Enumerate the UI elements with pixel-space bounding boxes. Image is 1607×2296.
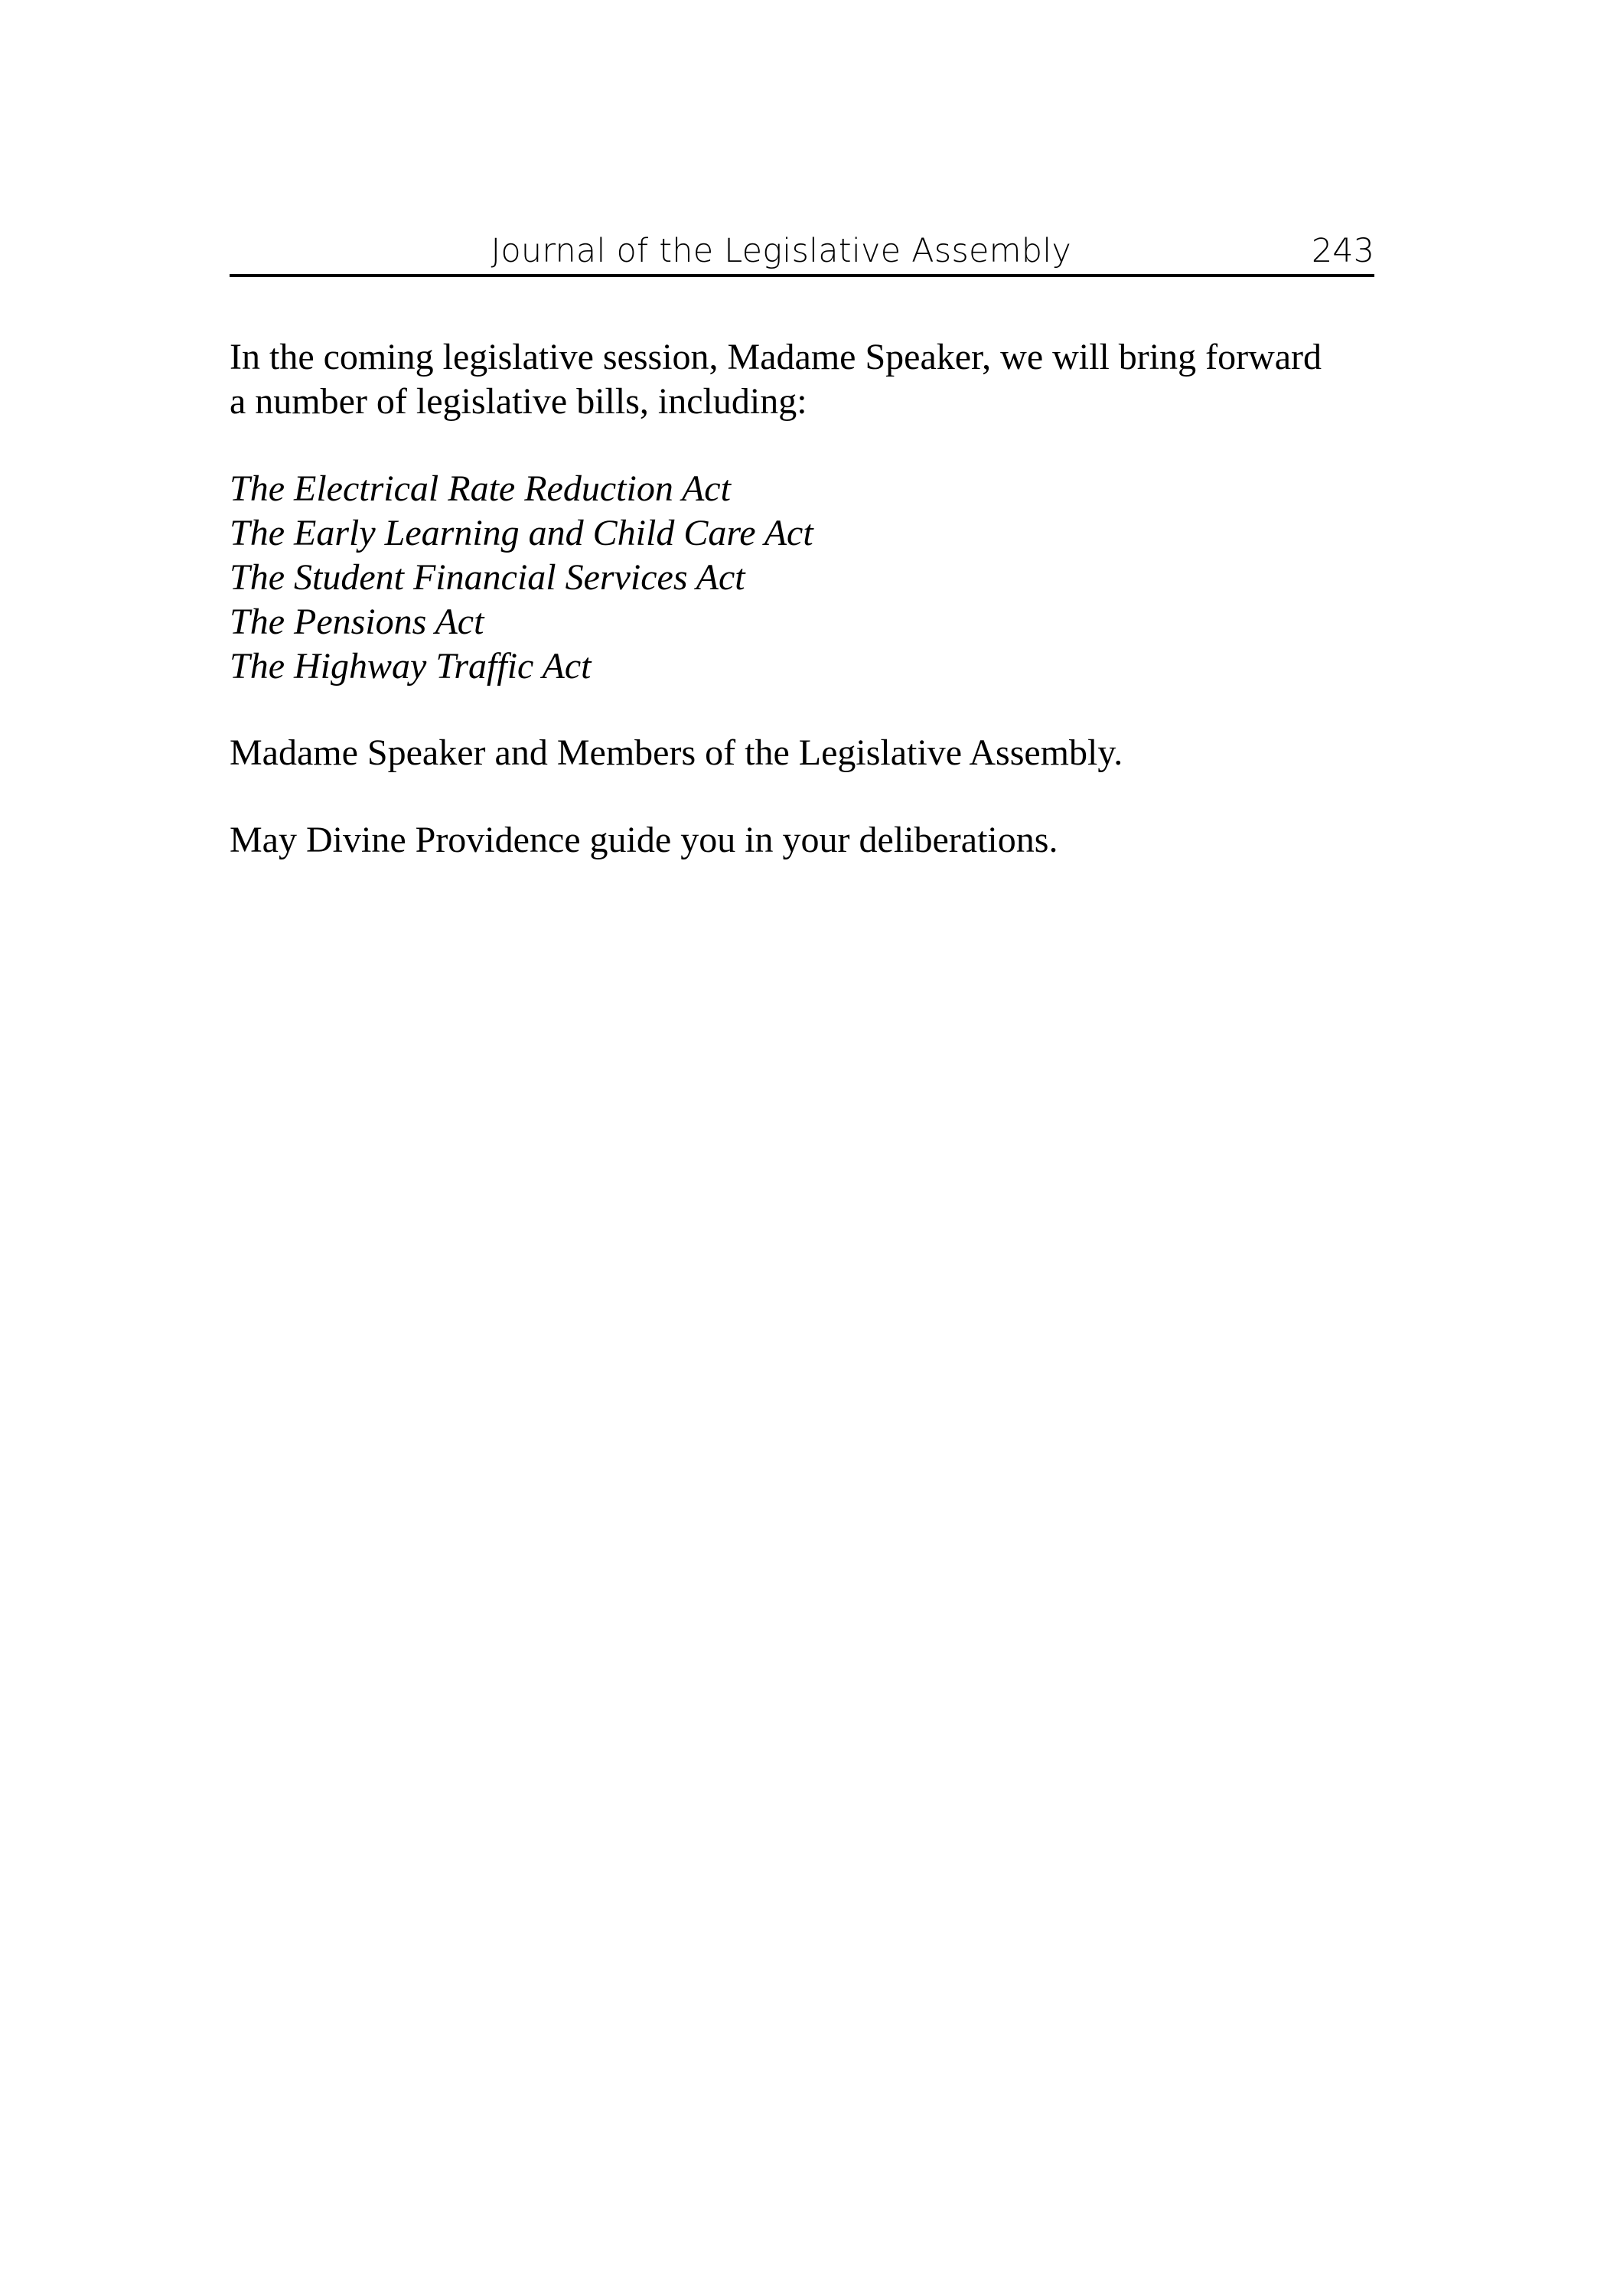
bill-title: The Student Financial Services Act bbox=[230, 557, 745, 598]
intro-line: In the coming legislative session, Madame Speaker, we will bring forward bbox=[230, 337, 1322, 377]
bill-title: The Electrical Rate Reduction Act bbox=[230, 468, 731, 509]
intro-line: a number of legislative bills, including: bbox=[230, 381, 807, 422]
bill-title: The Early Learning and Child Care Act bbox=[230, 513, 813, 553]
bill-list bbox=[230, 467, 1377, 689]
bill-title: The Pensions Act bbox=[230, 602, 484, 642]
header-rule bbox=[230, 274, 1374, 277]
intro-paragraph bbox=[230, 335, 1377, 424]
closing-paragraph: May Divine Providence guide you in your deliberations. bbox=[230, 820, 1058, 860]
running-header bbox=[230, 228, 1374, 274]
page-number: 243 bbox=[1311, 232, 1374, 270]
address-paragraph: Madame Speaker and Members of the Legislative Assembly. bbox=[230, 732, 1123, 773]
bill-title: The Highway Traffic Act bbox=[230, 646, 592, 687]
running-title: Journal of the Legislative Assembly bbox=[491, 232, 1071, 270]
